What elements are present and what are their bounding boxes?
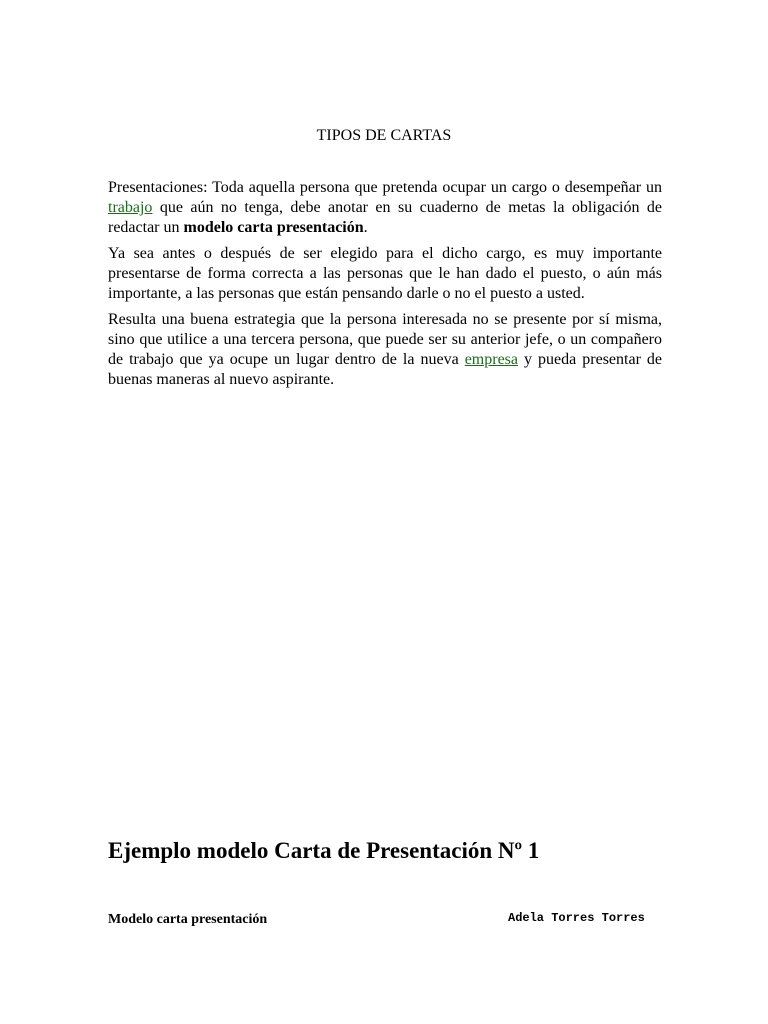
bold-modelo-carta-presentacion: modelo carta presentación [183,219,364,236]
paragraph-presentaciones [108,178,662,238]
paragraph-1-text-middle: que aún no tenga, debe anotar en su cuaderno de metas la obligación de redactar un [108,199,662,236]
paragraph-3-text-end: y pueda presentar de buenas maneras al nuevo aspirante. [108,351,663,388]
body-text [108,178,662,396]
paragraph-3-text-start: Resulta una buena estrategia que la persona interesada no se presente por sí misma, sino que utilice a una tercera persona, que puede ser su anterior jefe, o un compañero de trabajo que ya ocupe un lugar dentro de la nueva [108,311,662,368]
paragraph-1-text-start: Presentaciones: Toda aquella persona que pretenda ocupar un cargo o desempeñar un [108,179,662,196]
paragraph-resulta [108,310,662,390]
link-empresa[interactable]: empresa [464,351,519,368]
document-title: TIPOS DE CARTAS [316,127,452,144]
example-heading: Ejemplo modelo Carta de Presentación Nº 1 [108,838,540,863]
section-subheading: Modelo carta presentación [108,912,268,927]
paragraph-ya-sea: Ya sea antes o después de ser elegido para el dicho cargo, es muy importante presentarse de forma correcta a las personas que le han dado el puesto, o aún más importante, a las personas que están pensando darle o no el puesto a usted. [108,245,662,302]
paragraph-1-text-end: . [363,219,368,236]
link-trabajo[interactable]: trabajo [108,199,153,216]
author-name: Adela Torres Torres [508,911,645,925]
